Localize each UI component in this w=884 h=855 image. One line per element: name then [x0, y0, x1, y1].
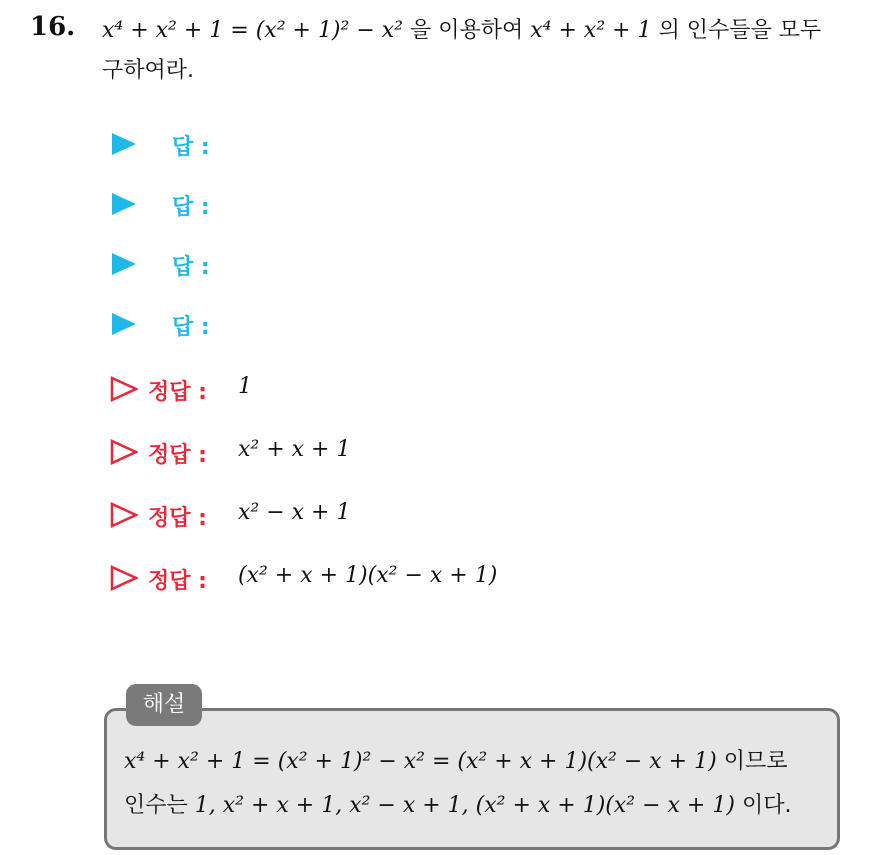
- answer-blank-row[interactable]: [108, 245, 808, 285]
- answer-label: 답 :: [172, 195, 210, 220]
- correct-answer-row: [108, 559, 808, 599]
- problem-text-b: 의 인수들을 모두: [658, 18, 822, 43]
- problem-line-2: [102, 56, 194, 86]
- answer-label: 답 :: [172, 135, 210, 160]
- explanation-text-c: 이다.: [741, 793, 792, 818]
- outline-triangle-icon: [110, 439, 138, 465]
- problem-number: 16.: [30, 12, 76, 42]
- answer-blank-row[interactable]: [108, 125, 808, 165]
- filled-triangle-icon: [112, 133, 136, 155]
- correct-answer-row: [108, 496, 808, 536]
- explanation-text-b: 인수는: [124, 793, 188, 818]
- problem-equation: x⁴ + x² + 1 = (x² + 1)² − x²: [102, 18, 403, 43]
- problem-line-1: [102, 16, 821, 46]
- outline-triangle-icon: [110, 502, 138, 528]
- correct-answer-label: 정답 :: [148, 506, 207, 531]
- explanation-factors: 1, x² + x + 1, x² − x + 1, (x² + x + 1)(x² − x + 1): [194, 793, 735, 818]
- filled-triangle-icon: [112, 193, 136, 215]
- correct-answer-value: x² + x + 1: [238, 437, 351, 462]
- explanation-box: [104, 708, 840, 850]
- correct-answer-label: 정답 :: [148, 380, 207, 405]
- explanation-equation: x⁴ + x² + 1 = (x² + 1)² − x² = (x² + x + 1)(x² − x + 1): [124, 749, 717, 774]
- explanation-tab: 해설: [126, 684, 202, 726]
- explanation-line-1: [124, 744, 787, 775]
- outline-triangle-icon: [110, 376, 138, 402]
- answer-label: 답 :: [172, 255, 210, 280]
- correct-answer-row: [108, 433, 808, 473]
- filled-triangle-icon: [112, 313, 136, 335]
- problem-expression: x⁴ + x² + 1: [530, 18, 652, 43]
- correct-answer-label: 정답 :: [148, 569, 207, 594]
- answer-label: 답 :: [172, 315, 210, 340]
- correct-answer-row: [108, 370, 808, 410]
- explanation-text-a: 이므로: [723, 749, 788, 774]
- correct-answer-value: (x² + x + 1)(x² − x + 1): [238, 563, 498, 588]
- explanation-line-2: [124, 788, 791, 819]
- correct-answer-label: 정답 :: [148, 443, 207, 468]
- answer-blank-row[interactable]: [108, 305, 808, 345]
- correct-answer-value: x² − x + 1: [238, 500, 351, 525]
- outline-triangle-icon: [110, 565, 138, 591]
- correct-answer-value: 1: [238, 374, 252, 399]
- filled-triangle-icon: [112, 253, 136, 275]
- answer-blank-row[interactable]: [108, 185, 808, 225]
- problem-text-c: 구하여라.: [102, 58, 195, 83]
- problem-text-a: 을 이용하여: [410, 18, 524, 43]
